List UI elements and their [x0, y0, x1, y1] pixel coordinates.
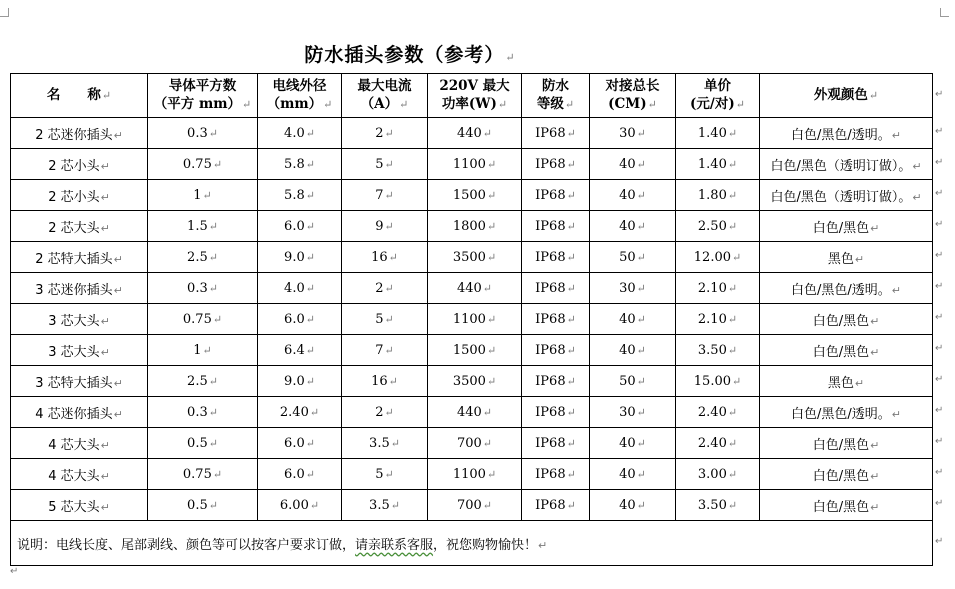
paragraph-mark-icon: ↵	[384, 281, 394, 295]
paragraph-mark-icon: ↵	[486, 219, 497, 233]
cell-unit-price: 1.40↵	[676, 149, 760, 180]
paragraph-mark-icon: ↵	[636, 281, 646, 295]
paragraph-mark-icon: ↵	[566, 281, 576, 295]
cell-max-power: 1100↵	[428, 459, 522, 490]
table-row	[11, 149, 933, 180]
cell-name: 3 芯大头↵	[11, 304, 148, 335]
cell-appearance-color: 白色/黑色/透明。↵	[760, 397, 933, 428]
cell-total-length: 40↵	[590, 180, 676, 211]
cell-max-power: 440↵	[428, 397, 522, 428]
cell-unit-price: 15.00↵	[676, 366, 760, 397]
cell-wire-diameter: 6.4↵	[258, 335, 342, 366]
cell-total-length: 40↵	[590, 304, 676, 335]
cell-max-current: 5↵	[342, 149, 428, 180]
row-end-mark-icon: ↵	[935, 405, 944, 416]
paragraph-mark-icon: ↵	[100, 314, 110, 328]
table-row	[11, 304, 933, 335]
row-end-mark-icon: ↵	[935, 157, 944, 168]
cell-max-power: 700↵	[428, 428, 522, 459]
cell-name: 4 芯大头↵	[11, 459, 148, 490]
paragraph-mark-icon: ↵	[305, 219, 315, 233]
cell-waterproof-grade: IP68↵	[522, 273, 590, 304]
paragraph-mark-icon: ↵	[870, 500, 880, 514]
paragraph-mark-icon: ↵	[566, 312, 576, 326]
cell-max-power: 3500↵	[428, 366, 522, 397]
paragraph-mark-icon: ↵	[727, 405, 738, 419]
paragraph-mark-icon: ↵	[384, 219, 394, 233]
paragraph-mark-icon: ↵	[113, 376, 123, 390]
document-title	[0, 40, 820, 67]
paragraph-mark-icon: ↵	[208, 498, 218, 512]
table-row	[11, 428, 933, 459]
paragraph-mark-icon: ↵	[208, 405, 218, 419]
row-end-mark-icon: ↵	[935, 536, 944, 547]
paragraph-mark-icon: ↵	[727, 281, 738, 295]
paragraph-mark-icon: ↵	[486, 312, 497, 326]
cell-appearance-color: 黑色↵	[760, 366, 933, 397]
cell-max-power: 440↵	[428, 273, 522, 304]
paragraph-mark-icon: ↵	[486, 157, 497, 171]
paragraph-mark-icon: ↵	[384, 126, 394, 140]
parameter-table	[10, 73, 933, 566]
paragraph-mark-icon: ↵	[384, 343, 394, 357]
paragraph-mark-icon: ↵	[727, 343, 738, 357]
paragraph-mark-icon: ↵	[202, 343, 212, 357]
header-wire-diameter: 电线外径 （mm）↵	[258, 74, 342, 118]
paragraph-mark-icon: ↵	[113, 252, 123, 266]
page-corner-top-right	[940, 8, 949, 17]
header-total-length: 对接总长 (CM)↵	[590, 74, 676, 118]
header-max-current: 最大电流 （A）↵	[342, 74, 428, 118]
paragraph-mark-icon: ↵	[727, 312, 738, 326]
cell-unit-price: 2.10↵	[676, 273, 760, 304]
paragraph-mark-icon: ↵	[208, 436, 218, 450]
paragraph-mark-icon: ↵	[100, 159, 110, 173]
cell-unit-price: 2.40↵	[676, 397, 760, 428]
cell-max-current: 2↵	[342, 118, 428, 149]
paragraph-mark-icon: ↵	[636, 436, 646, 450]
cell-conductor-area: 0.5↵	[148, 428, 258, 459]
cell-conductor-area: 0.3↵	[148, 118, 258, 149]
note-suffix: ，祝您购物愉快！	[433, 537, 538, 553]
cell-waterproof-grade: IP68↵	[522, 366, 590, 397]
cell-unit-price: 3.50↵	[676, 490, 760, 521]
table-row	[11, 459, 933, 490]
paragraph-mark-icon: ↵	[482, 281, 493, 295]
cell-max-current: 3.5↵	[342, 490, 428, 521]
cell-waterproof-grade: IP68↵	[522, 490, 590, 521]
header-waterproof-grade: 防水 等级↵	[522, 74, 590, 118]
cell-appearance-color: 白色/黑色↵	[760, 428, 933, 459]
paragraph-mark-icon: ↵	[305, 281, 315, 295]
row-end-mark-icon: ↵	[935, 498, 944, 509]
cell-name: 4 芯大头↵	[11, 428, 148, 459]
paragraph-mark-icon: ↵	[566, 126, 576, 140]
paragraph-mark-icon: ↵	[208, 126, 218, 140]
paragraph-mark-icon: ↵	[566, 219, 576, 233]
paragraph-mark-icon: ↵	[727, 498, 738, 512]
cell-wire-diameter: 9.0↵	[258, 242, 342, 273]
cell-waterproof-grade: IP68↵	[522, 304, 590, 335]
cell-conductor-area: 0.5↵	[148, 490, 258, 521]
cell-name: 2 芯特大插头↵	[11, 242, 148, 273]
cell-name: 3 芯迷你插头↵	[11, 273, 148, 304]
cell-name: 3 芯大头↵	[11, 335, 148, 366]
cell-max-power: 1500↵	[428, 335, 522, 366]
cell-wire-diameter: 6.00↵	[258, 490, 342, 521]
paragraph-mark-icon: ↵	[212, 312, 223, 326]
cell-max-current: 3.5↵	[342, 428, 428, 459]
paragraph-mark-icon: ↵	[100, 469, 110, 483]
cell-waterproof-grade: IP68↵	[522, 459, 590, 490]
paragraph-mark-icon: ↵	[113, 407, 123, 421]
cell-conductor-area: 0.3↵	[148, 273, 258, 304]
header-name: 名 称↵	[11, 74, 148, 118]
paragraph-mark-icon: ↵	[208, 281, 218, 295]
row-end-mark-icon: ↵	[935, 250, 944, 261]
paragraph-mark-icon: ↵	[113, 283, 123, 297]
paragraph-mark-icon: ↵	[727, 188, 738, 202]
note-contact-link: 请亲联系客服	[355, 537, 434, 553]
paragraph-mark-icon: ↵	[636, 219, 646, 233]
paragraph-mark-icon: ↵	[384, 467, 394, 481]
cell-total-length: 40↵	[590, 149, 676, 180]
paragraph-mark-icon: ↵	[208, 374, 218, 388]
cell-name: 4 芯迷你插头↵	[11, 397, 148, 428]
cell-max-power: 1800↵	[428, 211, 522, 242]
paragraph-mark-icon: ↵	[212, 157, 223, 171]
paragraph-mark-icon: ↵	[384, 188, 394, 202]
cell-total-length: 40↵	[590, 428, 676, 459]
paragraph-mark-icon: ↵	[482, 405, 493, 419]
cell-unit-price: 1.80↵	[676, 180, 760, 211]
cell-conductor-area: 2.5↵	[148, 366, 258, 397]
paragraph-mark-icon: ↵	[100, 500, 110, 514]
cell-total-length: 40↵	[590, 335, 676, 366]
cell-name: 5 芯大头↵	[11, 490, 148, 521]
paragraph-mark-icon: ↵	[388, 250, 398, 264]
paragraph-mark-icon: ↵	[636, 188, 646, 202]
cell-waterproof-grade: IP68↵	[522, 149, 590, 180]
cell-conductor-area: 2.5↵	[148, 242, 258, 273]
row-end-mark-icon: ↵	[935, 436, 944, 447]
cell-max-current: 16↵	[342, 242, 428, 273]
cell-max-current: 9↵	[342, 211, 428, 242]
paragraph-mark-icon: ↵	[305, 157, 315, 171]
cell-appearance-color: 白色/黑色（透明订做）。↵	[760, 149, 933, 180]
cell-total-length: 30↵	[590, 273, 676, 304]
paragraph-mark-icon: ↵	[305, 250, 315, 264]
cell-total-length: 40↵	[590, 459, 676, 490]
header-conductor-area: 导体平方数 （平方 mm）↵	[148, 74, 258, 118]
cell-appearance-color: 白色/黑色↵	[760, 490, 933, 521]
cell-total-length: 50↵	[590, 242, 676, 273]
header-appearance-color: 外观颜色↵	[760, 74, 933, 118]
paragraph-mark-icon: ↵	[870, 221, 880, 235]
paragraph-mark-icon: ↵	[566, 498, 576, 512]
paragraph-mark-icon: ↵	[727, 126, 738, 140]
paragraph-mark-icon: ↵	[486, 188, 497, 202]
paragraph-mark-icon: ↵	[208, 219, 218, 233]
row-end-mark-icon: ↵	[935, 219, 944, 230]
paragraph-mark-icon: ↵	[390, 436, 400, 450]
cell-appearance-color: 白色/黑色↵	[760, 459, 933, 490]
table-row	[11, 366, 933, 397]
paragraph-mark-icon: ↵	[727, 467, 738, 481]
paragraph-mark-icon: ↵	[305, 312, 315, 326]
paragraph-mark-icon: ↵	[854, 376, 865, 390]
cell-wire-diameter: 6.0↵	[258, 211, 342, 242]
cell-wire-diameter: 9.0↵	[258, 366, 342, 397]
paragraph-mark-icon: ↵	[305, 343, 315, 357]
paragraph-mark-icon: ↵	[912, 190, 922, 204]
paragraph-mark-icon: ↵	[636, 405, 646, 419]
paragraph-mark-icon: ↵	[384, 312, 394, 326]
cell-max-power: 1100↵	[428, 149, 522, 180]
row-end-mark-icon: ↵	[935, 88, 944, 100]
paragraph-mark-icon: ↵	[636, 126, 646, 140]
paragraph-mark-icon: ↵	[486, 374, 497, 388]
paragraph-mark-icon: ↵	[100, 438, 110, 452]
table-header-row	[11, 74, 933, 118]
page-corner-top-left	[0, 8, 9, 17]
paragraph-mark-icon: ↵	[305, 188, 315, 202]
cell-waterproof-grade: IP68↵	[522, 211, 590, 242]
cell-wire-diameter: 5.8↵	[258, 149, 342, 180]
cell-total-length: 40↵	[590, 211, 676, 242]
paragraph-mark-icon: ↵	[870, 345, 880, 359]
table-row	[11, 211, 933, 242]
cell-conductor-area: 0.3↵	[148, 397, 258, 428]
paragraph-mark-icon: ↵	[727, 436, 738, 450]
cell-conductor-area: 1.5↵	[148, 211, 258, 242]
paragraph-mark-icon: ↵	[100, 221, 110, 235]
cell-max-current: 5↵	[342, 459, 428, 490]
table-row	[11, 118, 933, 149]
cell-wire-diameter: 6.0↵	[258, 428, 342, 459]
cell-max-power: 440↵	[428, 118, 522, 149]
cell-total-length: 50↵	[590, 366, 676, 397]
paragraph-mark-icon: ↵	[870, 469, 880, 483]
cell-appearance-color: 白色/黑色↵	[760, 304, 933, 335]
paragraph-mark-icon: ↵	[636, 250, 646, 264]
cell-unit-price: 2.10↵	[676, 304, 760, 335]
paragraph-mark-icon: ↵	[505, 51, 516, 64]
paragraph-mark-icon: ↵	[636, 312, 646, 326]
paragraph-mark-icon: ↵	[305, 374, 315, 388]
cell-total-length: 30↵	[590, 118, 676, 149]
cell-max-current: 2↵	[342, 273, 428, 304]
cell-total-length: 30↵	[590, 397, 676, 428]
note-cell	[11, 521, 933, 566]
cell-appearance-color: 白色/黑色↵	[760, 335, 933, 366]
paragraph-mark-icon: ↵	[309, 498, 320, 512]
cell-unit-price: 1.40↵	[676, 118, 760, 149]
paragraph-mark-icon: ↵	[566, 188, 576, 202]
cell-name: 2 芯大头↵	[11, 211, 148, 242]
table-body	[11, 118, 933, 521]
paragraph-mark-icon: ↵	[566, 374, 576, 388]
cell-appearance-color: 黑色↵	[760, 242, 933, 273]
paragraph-mark-icon: ↵	[486, 467, 497, 481]
cell-name: 2 芯小头↵	[11, 180, 148, 211]
cell-wire-diameter: 4.0↵	[258, 118, 342, 149]
table-row	[11, 273, 933, 304]
paragraph-mark-icon: ↵	[566, 157, 576, 171]
paragraph-mark-icon: ↵	[636, 467, 646, 481]
note-prefix: 说明：电线长度、尾部剥线、颜色等可以按客户要求订做，	[17, 537, 356, 553]
row-end-mark-icon: ↵	[935, 281, 944, 292]
row-end-mark-icon: ↵	[935, 343, 944, 354]
cell-waterproof-grade: IP68↵	[522, 242, 590, 273]
cell-waterproof-grade: IP68↵	[522, 428, 590, 459]
cell-max-current: 16↵	[342, 366, 428, 397]
cell-conductor-area: 0.75↵	[148, 304, 258, 335]
paragraph-mark-icon: ↵	[636, 157, 646, 171]
cell-wire-diameter: 6.0↵	[258, 459, 342, 490]
paragraph-mark-icon: ↵	[305, 467, 315, 481]
paragraph-mark-icon: ↵	[482, 498, 493, 512]
cell-total-length: 40↵	[590, 490, 676, 521]
cell-max-current: 2↵	[342, 397, 428, 428]
table-row	[11, 242, 933, 273]
cell-wire-diameter: 4.0↵	[258, 273, 342, 304]
paragraph-mark-icon: ↵	[486, 343, 497, 357]
paragraph-mark-icon: ↵	[10, 566, 19, 577]
cell-unit-price: 12.00↵	[676, 242, 760, 273]
paragraph-mark-icon: ↵	[212, 467, 223, 481]
paragraph-mark-icon: ↵	[891, 407, 901, 421]
cell-max-current: 7↵	[342, 335, 428, 366]
paragraph-mark-icon: ↵	[100, 345, 110, 359]
paragraph-mark-icon: ↵	[727, 157, 738, 171]
cell-wire-diameter: 5.8↵	[258, 180, 342, 211]
paragraph-mark-icon: ↵	[309, 405, 320, 419]
paragraph-mark-icon: ↵	[384, 405, 394, 419]
paragraph-mark-icon: ↵	[566, 343, 576, 357]
cell-max-current: 5↵	[342, 304, 428, 335]
paragraph-mark-icon: ↵	[305, 126, 315, 140]
cell-unit-price: 2.50↵	[676, 211, 760, 242]
cell-max-power: 1500↵	[428, 180, 522, 211]
paragraph-mark-icon: ↵	[538, 538, 548, 552]
cell-waterproof-grade: IP68↵	[522, 180, 590, 211]
paragraph-mark-icon: ↵	[305, 436, 315, 450]
table-row	[11, 180, 933, 211]
table-row	[11, 397, 933, 428]
paragraph-mark-icon: ↵	[732, 374, 742, 388]
paragraph-mark-icon: ↵	[384, 157, 394, 171]
cell-conductor-area: 0.75↵	[148, 149, 258, 180]
paragraph-mark-icon: ↵	[636, 498, 646, 512]
cell-appearance-color: 白色/黑色/透明。↵	[760, 273, 933, 304]
paragraph-mark-icon: ↵	[636, 343, 646, 357]
cell-appearance-color: 白色/黑色/透明。↵	[760, 118, 933, 149]
cell-conductor-area: 1↵	[148, 335, 258, 366]
cell-name: 2 芯迷你插头↵	[11, 118, 148, 149]
paragraph-mark-icon: ↵	[891, 128, 901, 142]
header-unit-price: 单价 (元/对)↵	[676, 74, 760, 118]
paragraph-mark-icon: ↵	[870, 314, 880, 328]
cell-conductor-area: 1↵	[148, 180, 258, 211]
paragraph-mark-icon: ↵	[891, 283, 901, 297]
paragraph-mark-icon: ↵	[113, 128, 123, 142]
paragraph-mark-icon: ↵	[732, 250, 742, 264]
note-row	[11, 521, 933, 566]
cell-max-current: 7↵	[342, 180, 428, 211]
cell-conductor-area: 0.75↵	[148, 459, 258, 490]
paragraph-mark-icon: ↵	[388, 374, 398, 388]
cell-wire-diameter: 2.40↵	[258, 397, 342, 428]
paragraph-mark-icon: ↵	[870, 438, 880, 452]
row-end-mark-icon: ↵	[935, 374, 944, 385]
cell-name: 2 芯小头↵	[11, 149, 148, 180]
cell-max-power: 3500↵	[428, 242, 522, 273]
table-row	[11, 490, 933, 521]
cell-waterproof-grade: IP68↵	[522, 118, 590, 149]
cell-unit-price: 3.50↵	[676, 335, 760, 366]
cell-max-power: 700↵	[428, 490, 522, 521]
cell-appearance-color: 白色/黑色↵	[760, 211, 933, 242]
cell-appearance-color: 白色/黑色（透明订做）。↵	[760, 180, 933, 211]
row-end-mark-icon: ↵	[935, 126, 944, 137]
row-end-mark-icon: ↵	[935, 188, 944, 199]
paragraph-mark-icon: ↵	[912, 159, 922, 173]
paragraph-mark-icon: ↵	[566, 467, 576, 481]
row-end-mark-icon: ↵	[935, 312, 944, 323]
paragraph-mark-icon: ↵	[208, 250, 218, 264]
paragraph-mark-icon: ↵	[486, 250, 497, 264]
paragraph-mark-icon: ↵	[482, 126, 493, 140]
paragraph-mark-icon: ↵	[566, 250, 576, 264]
header-max-power: 220V 最大 功率(W)↵	[428, 74, 522, 118]
paragraph-mark-icon: ↵	[202, 188, 212, 202]
table-row	[11, 335, 933, 366]
paragraph-mark-icon: ↵	[566, 436, 576, 450]
paragraph-mark-icon: ↵	[390, 498, 400, 512]
cell-max-power: 1100↵	[428, 304, 522, 335]
cell-name: 3 芯特大插头↵	[11, 366, 148, 397]
document-title-text: 防水插头参数（参考）	[304, 44, 505, 66]
cell-unit-price: 3.00↵	[676, 459, 760, 490]
paragraph-mark-icon: ↵	[566, 405, 576, 419]
row-end-mark-icon: ↵	[935, 467, 944, 478]
cell-waterproof-grade: IP68↵	[522, 397, 590, 428]
cell-unit-price: 2.40↵	[676, 428, 760, 459]
paragraph-mark-icon: ↵	[100, 190, 110, 204]
paragraph-mark-icon: ↵	[636, 374, 646, 388]
cell-wire-diameter: 6.0↵	[258, 304, 342, 335]
paragraph-mark-icon: ↵	[482, 436, 493, 450]
cell-waterproof-grade: IP68↵	[522, 335, 590, 366]
paragraph-mark-icon: ↵	[854, 252, 865, 266]
paragraph-mark-icon: ↵	[727, 219, 738, 233]
